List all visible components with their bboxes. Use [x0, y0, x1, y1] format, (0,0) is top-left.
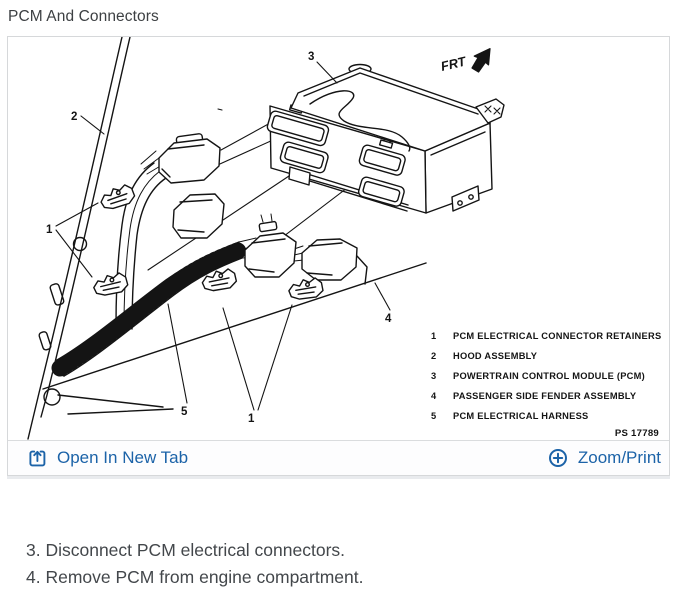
legend-label: HOOD ASSEMBLY — [453, 351, 538, 361]
callout-1-bottom: 1 — [248, 413, 255, 425]
figure-toolbar — [8, 441, 669, 475]
callout-3: 3 — [308, 51, 315, 63]
legend-label: POWERTRAIN CONTROL MODULE (PCM) — [453, 371, 645, 381]
legend-label: PCM ELECTRICAL CONNECTOR RETAINERS — [453, 331, 662, 341]
page-title: PCM And Connectors — [8, 8, 159, 25]
callout-2: 2 — [71, 111, 78, 123]
diagram-legend — [431, 331, 661, 439]
open-in-new-tab-icon — [28, 449, 47, 468]
callout-1-left: 1 — [46, 224, 53, 236]
open-in-new-tab-link[interactable] — [28, 441, 188, 475]
zoom-plus-icon — [548, 448, 568, 468]
pcm-diagram — [8, 37, 669, 441]
legend-num: 4 — [431, 391, 437, 401]
open-in-new-tab-label: Open In New Tab — [57, 448, 189, 467]
legend-num: 1 — [431, 331, 437, 341]
zoom-print-label: Zoom/Print — [577, 448, 661, 467]
figure-ref-code: PS 17789 — [614, 428, 659, 439]
legend-num: 5 — [431, 411, 437, 421]
frt-direction-arrow — [439, 44, 496, 75]
zoom-print-link[interactable] — [548, 441, 661, 475]
instruction-step-4: 4. Remove PCM from engine compartment. — [26, 567, 364, 587]
legend-num: 3 — [431, 371, 437, 381]
legend-label: PASSENGER SIDE FENDER ASSEMBLY — [453, 391, 637, 401]
instruction-step-3: 3. Disconnect PCM electrical connectors. — [26, 540, 346, 560]
procedure-steps — [26, 537, 364, 591]
legend-label: PCM ELECTRICAL HARNESS — [453, 411, 589, 421]
frt-label: FRT — [439, 53, 468, 74]
figure-panel — [7, 36, 670, 476]
pcm-module — [266, 65, 504, 214]
callout-4: 4 — [385, 313, 392, 325]
legend-num: 2 — [431, 351, 437, 361]
callout-5: 5 — [181, 406, 188, 418]
